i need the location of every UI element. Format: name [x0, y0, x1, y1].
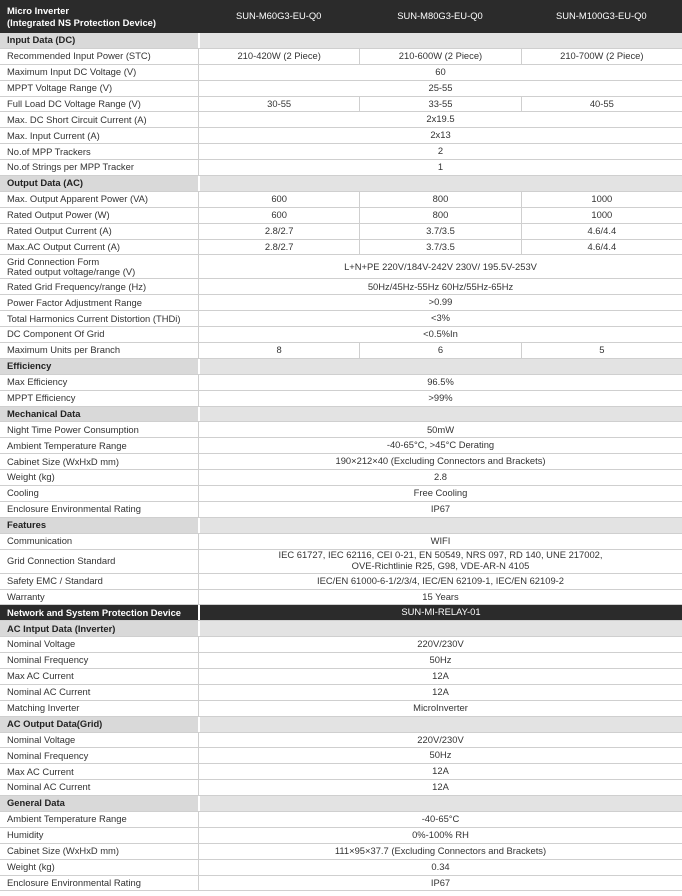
spec-label: Maximum Units per Branch [7, 344, 121, 356]
spec-value: 2 [198, 144, 682, 159]
spec-values [198, 764, 682, 779]
spec-row [0, 144, 682, 160]
spec-values [198, 860, 682, 875]
spec-row [0, 192, 682, 208]
spec-label: Max.AC Output Current (A) [7, 240, 121, 252]
model-header: SUN-M80G3-EU-Q0 [397, 10, 483, 22]
section-fill [198, 518, 682, 533]
spec-value: 1000 [521, 208, 682, 223]
spec-value: L+N+PE 220V/184V-242V 230V/ 195.5V-253V [198, 255, 682, 278]
spec-row [0, 669, 682, 685]
spec-row [0, 97, 682, 113]
spec-label: No.of Strings per MPP Tracker [7, 161, 134, 173]
spec-row [0, 454, 682, 470]
spec-values [198, 669, 682, 684]
spec-values [198, 295, 682, 310]
spec-value: 12A [198, 669, 682, 684]
spec-value: Free Cooling [198, 486, 682, 501]
spec-row [0, 876, 682, 892]
spec-values [198, 112, 682, 127]
spec-value: 50Hz [198, 653, 682, 668]
spec-values [198, 844, 682, 859]
spec-label: Nominal Frequency [7, 749, 89, 761]
spec-label: Cabinet Size (WxHxD mm) [7, 455, 119, 467]
spec-value: 12A [198, 764, 682, 779]
spec-row [0, 327, 682, 343]
spec-label: Cabinet Size (WxHxD mm) [7, 845, 119, 857]
spec-label: Max AC Current [7, 670, 74, 682]
device-header-row [0, 605, 682, 621]
spec-label: Matching Inverter [7, 702, 80, 713]
spec-row [0, 470, 682, 486]
spec-label: Rated Grid Frequency/range (Hz) [7, 280, 147, 292]
spec-values [198, 828, 682, 843]
spec-value: 40-55 [521, 97, 682, 112]
spec-values [198, 733, 682, 748]
spec-values [198, 653, 682, 668]
spec-values [198, 224, 682, 239]
section-title: General Data [7, 797, 65, 809]
spec-label: Maximum Input DC Voltage (V) [7, 66, 137, 78]
spec-label: Max. Input Current (A) [7, 129, 100, 141]
spec-values [198, 208, 682, 223]
spec-label: Grid Connection Standard [7, 554, 116, 566]
section-header [0, 359, 682, 375]
spec-value: 1000 [521, 192, 682, 207]
section-fill [198, 359, 682, 374]
device-model: SUN-MI-RELAY-01 [198, 605, 682, 620]
section-fill [198, 407, 682, 422]
spec-values [198, 780, 682, 795]
spec-value: 800 [359, 192, 520, 207]
spec-values [198, 685, 682, 700]
spec-value: 0.34 [198, 860, 682, 875]
spec-row [0, 844, 682, 860]
spec-row [0, 65, 682, 81]
section-header [0, 407, 682, 423]
section-title: Features [7, 519, 47, 531]
spec-label: Humidity [7, 829, 44, 841]
spec-row [0, 486, 682, 502]
spec-row [0, 128, 682, 144]
spec-value: IP67 [198, 502, 682, 517]
spec-row [0, 550, 682, 574]
spec-label: Nominal Voltage [7, 733, 76, 745]
spec-value: 2.8/2.7 [198, 224, 359, 239]
spec-value: 3.7/3.5 [359, 240, 520, 255]
spec-value: >0.99 [198, 295, 682, 310]
spec-values [198, 502, 682, 517]
spec-value: 15 Years [198, 590, 682, 605]
section-header [0, 796, 682, 812]
spec-value: 8 [198, 343, 359, 358]
spec-row [0, 375, 682, 391]
spec-label: Max. Output Apparent Power (VA) [7, 193, 149, 205]
spec-label: No.of MPP Trackers [7, 145, 91, 157]
spec-value: <0.5%In [198, 327, 682, 342]
device-title: Network and System Protection Device [7, 606, 182, 618]
spec-row [0, 685, 682, 701]
spec-label: Ambient Temperature Range [7, 813, 127, 825]
spec-value: 60 [198, 65, 682, 80]
spec-value: 50Hz/45Hz-55Hz 60Hz/55Hz-65Hz [198, 279, 682, 294]
spec-values [198, 486, 682, 501]
spec-values [198, 438, 682, 453]
spec-row [0, 590, 682, 606]
spec-values [198, 65, 682, 80]
spec-rows [0, 33, 682, 891]
spec-row [0, 311, 682, 327]
spec-value: 50mW [198, 422, 682, 437]
spec-label: Nominal AC Current [7, 781, 91, 793]
spec-value: 600 [198, 208, 359, 223]
spec-value: 3.7/3.5 [359, 224, 520, 239]
section-title: Efficiency [7, 360, 52, 372]
spec-row [0, 391, 682, 407]
spec-label: Max Efficiency [7, 376, 68, 388]
section-title: AC Intput Data (Inverter) [7, 622, 116, 634]
spec-value: 96.5% [198, 375, 682, 390]
product-title-line1: Micro Inverter [7, 4, 69, 16]
spec-row [0, 160, 682, 176]
spec-value: 800 [359, 208, 520, 223]
spec-value: 25-55 [198, 81, 682, 96]
spec-values [198, 97, 682, 112]
spec-value: 2.8 [198, 470, 682, 485]
spec-value: 6 [359, 343, 520, 358]
spec-value: 210-420W (2 Piece) [198, 49, 359, 64]
spec-label: Rated Output Current (A) [7, 224, 112, 236]
spec-values [198, 590, 682, 605]
model-headers [198, 0, 682, 33]
spec-label: MPPT Voltage Range (V) [7, 81, 113, 93]
spec-label: Rated Output Power (W) [7, 209, 110, 221]
section-fill [198, 796, 682, 811]
product-title-line2: (Integrated NS Protection Device) [7, 16, 156, 28]
spec-row [0, 224, 682, 240]
spec-values [198, 876, 682, 891]
spec-label: Max AC Current [7, 765, 74, 777]
spec-label: Nominal Voltage [7, 638, 76, 650]
spec-value: WIFI [198, 534, 682, 549]
model-header: SUN-M100G3-EU-Q0 [555, 10, 647, 22]
spec-label: Nominal Frequency [7, 654, 89, 666]
spec-value: 600 [198, 192, 359, 207]
spec-value: >99% [198, 391, 682, 406]
spec-values [198, 144, 682, 159]
spec-row [0, 574, 682, 590]
spec-label: Recommended Input Power (STC) [7, 50, 151, 62]
spec-value: -40-65°C [198, 812, 682, 827]
spec-values [198, 701, 682, 716]
section-fill [198, 33, 682, 48]
spec-value: IEC/EN 61000-6-1/2/3/4, IEC/EN 62109-1, IEC/EN 62109-2 [198, 574, 682, 589]
spec-value: 220V/230V [198, 733, 682, 748]
spec-value: 12A [198, 780, 682, 795]
section-header [0, 33, 682, 49]
spec-row [0, 279, 682, 295]
spec-row [0, 208, 682, 224]
spec-row [0, 701, 682, 717]
spec-row [0, 764, 682, 780]
spec-label: Enclosure Environmental Rating [7, 876, 141, 888]
spec-row [0, 295, 682, 311]
section-fill [198, 717, 682, 732]
spec-label: Communication [7, 534, 73, 546]
spec-values [198, 327, 682, 342]
section-fill [198, 176, 682, 191]
spec-value: 190×212×40 (Excluding Connectors and Brackets) [198, 454, 682, 469]
section-header [0, 518, 682, 534]
spec-value: -40-65°C, >45°C Derating [198, 438, 682, 453]
spec-label: Cooling [7, 487, 39, 499]
section-title: Mechanical Data [7, 407, 81, 419]
spec-values [198, 128, 682, 143]
spec-row [0, 240, 682, 256]
section-title: Input Data (DC) [7, 34, 76, 46]
spec-value: 50Hz [198, 748, 682, 763]
spec-row [0, 653, 682, 669]
spec-value: 0%-100% RH [198, 828, 682, 843]
section-title: Output Data (AC) [7, 177, 84, 189]
spec-values [198, 454, 682, 469]
spec-values [198, 550, 682, 573]
spec-row [0, 112, 682, 128]
table-header [0, 0, 682, 33]
spec-value: 4.6/4.4 [521, 224, 682, 239]
spec-values [198, 192, 682, 207]
spec-row [0, 81, 682, 97]
section-header [0, 717, 682, 733]
spec-label: Full Load DC Voltage Range (V) [7, 97, 141, 109]
spec-value: 2.8/2.7 [198, 240, 359, 255]
spec-values [198, 812, 682, 827]
spec-values [198, 574, 682, 589]
spec-label: Warranty [7, 590, 45, 602]
spec-value: 12A [198, 685, 682, 700]
spec-values [198, 81, 682, 96]
spec-value: MicroInverter [198, 701, 682, 716]
model-header: SUN-M60G3-EU-Q0 [235, 10, 322, 22]
section-header [0, 176, 682, 192]
spec-label: Power Factor Adjustment Range [7, 296, 142, 308]
spec-label: Enclosure Environmental Rating [7, 503, 141, 515]
spec-row [0, 422, 682, 438]
section-title: AC Output Data(Grid) [7, 717, 103, 729]
spec-label: Grid Connection Form Rated output voltage/range (V) [7, 255, 136, 277]
spec-value: 1 [198, 160, 682, 175]
spec-value: 5 [521, 343, 682, 358]
spec-label: Night Time Power Consumption [7, 423, 139, 435]
spec-value: <3% [198, 311, 682, 326]
spec-value: 210-600W (2 Piece) [359, 49, 520, 64]
spec-label: MPPT Efficiency [7, 391, 76, 403]
spec-label: Safety EMC / Standard [7, 574, 103, 586]
spec-row [0, 49, 682, 65]
spec-values [198, 311, 682, 326]
spec-values [198, 422, 682, 437]
spec-value: 220V/230V [198, 637, 682, 652]
spec-label: Total Harmonics Current Distortion (THDi) [7, 312, 181, 324]
spec-value: 2x19.5 [198, 112, 682, 127]
spec-row [0, 534, 682, 550]
spec-label: Weight (kg) [7, 860, 55, 872]
spec-label: Weight (kg) [7, 471, 55, 483]
spec-row [0, 637, 682, 653]
spec-value: 111×95×37.7 (Excluding Connectors and Brackets) [198, 844, 682, 859]
spec-row [0, 780, 682, 796]
spec-row [0, 343, 682, 359]
spec-values [198, 375, 682, 390]
spec-row [0, 812, 682, 828]
spec-value: 210-700W (2 Piece) [521, 49, 682, 64]
section-header [0, 621, 682, 637]
spec-value: IP67 [198, 876, 682, 891]
spec-values [198, 49, 682, 64]
spec-values [198, 391, 682, 406]
spec-value: 4.6/4.4 [521, 240, 682, 255]
spec-row [0, 748, 682, 764]
spec-values [198, 605, 682, 620]
spec-row [0, 733, 682, 749]
spec-values [198, 279, 682, 294]
spec-label: Nominal AC Current [7, 686, 91, 698]
section-fill [198, 621, 682, 636]
spec-row [0, 860, 682, 876]
spec-label: Max. DC Short Circuit Current (A) [7, 113, 147, 125]
spec-value: 2x13 [198, 128, 682, 143]
spec-values [198, 637, 682, 652]
spec-values [198, 343, 682, 358]
spec-values [198, 470, 682, 485]
spec-row [0, 438, 682, 454]
product-title [0, 0, 198, 33]
spec-row [0, 502, 682, 518]
spec-row [0, 828, 682, 844]
spec-values [198, 240, 682, 255]
spec-row [0, 255, 682, 279]
spec-values [198, 160, 682, 175]
spec-values [198, 534, 682, 549]
spec-label: Ambient Temperature Range [7, 439, 127, 451]
spec-value: 33-55 [359, 97, 520, 112]
spec-value: 30-55 [198, 97, 359, 112]
spec-value: IEC 61727, IEC 62116, CEI 0-21, EN 50549, NRS 097, RD 140, UNE 217002, OVE-Richtlinie R25, G98, VDE-AR-N 4105 [198, 550, 682, 573]
spec-values [198, 255, 682, 278]
spec-label: DC Component Of Grid [7, 328, 105, 340]
spec-values [198, 748, 682, 763]
